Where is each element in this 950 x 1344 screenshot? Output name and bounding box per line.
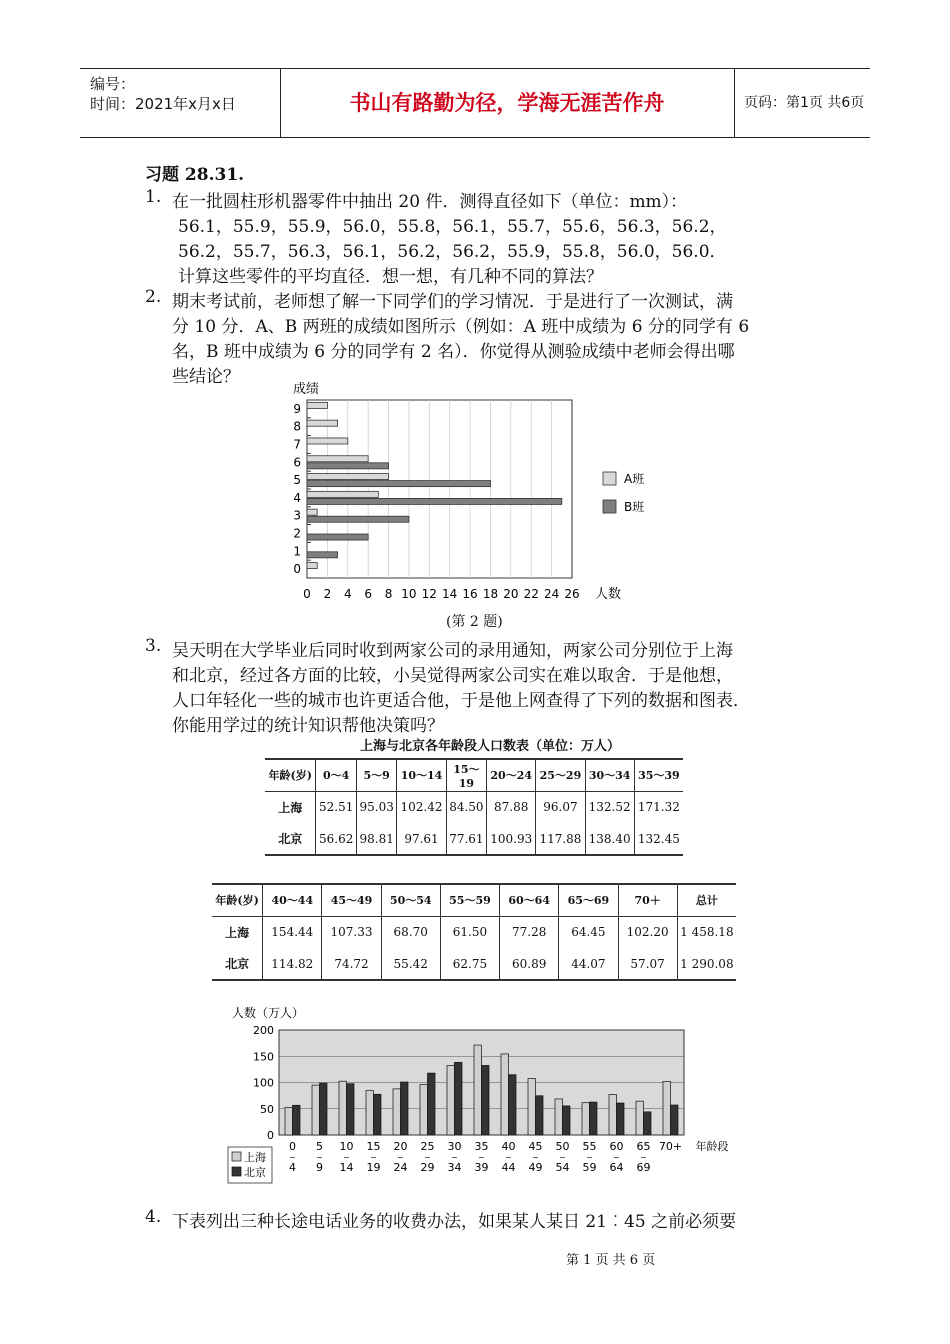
table1-header-cell: 0～4 — [316, 759, 356, 791]
q3-line4: 你能用学过的统计知识帮他决策吗？ — [172, 716, 444, 736]
x-tick-tilde: ~ — [289, 1153, 296, 1162]
table1-cell: 132.45 — [637, 831, 680, 846]
table1-header-cell: 10～14 — [397, 759, 446, 791]
bar-上海-20～24 — [393, 1089, 401, 1135]
table2-cell: 61.50 — [440, 916, 499, 948]
table1-row-label: 北京 — [265, 823, 316, 855]
x-tick-label-end: 19 — [366, 1161, 381, 1174]
table2-header-cell: 45～49 — [322, 884, 381, 916]
q2-caption: (第 2 题) — [446, 614, 503, 630]
table1-header-cell: 5～9 — [356, 759, 396, 791]
table2-cell: 1 290.08 — [680, 956, 734, 971]
plot-area — [307, 400, 572, 578]
bar-北京-15～19 — [374, 1094, 382, 1135]
x-tick-label-end: 14 — [339, 1161, 354, 1174]
bar-北京-20～24 — [401, 1082, 409, 1135]
bar-北京-55～59 — [590, 1102, 598, 1135]
y-tick-label: 8 — [293, 419, 301, 434]
q1-line3: 56.2，55.7，56.3，56.1，56.2，56.2，55.9，55.8，56.0，56.0． — [178, 242, 727, 262]
y-tick-label: 2 — [293, 526, 301, 541]
x-tick-label: 4 — [343, 587, 352, 601]
y-tick-label: 200 — [253, 1024, 274, 1037]
table1-title: 上海与北京各年龄段人口数表（单位：万人） — [360, 739, 621, 754]
table1-cell: 87.88 — [487, 791, 536, 823]
bar-上海-0～4 — [285, 1107, 293, 1135]
y-axis-title: 人数（万人） — [232, 1006, 305, 1020]
table2-header-cell: 50～54 — [381, 884, 440, 916]
q2-line4: 些结论？ — [172, 367, 240, 387]
table2-header-cell: 40～44 — [263, 884, 322, 916]
table2-cell: 102.20 — [618, 916, 677, 948]
table1-header-cell: 年龄(岁) — [265, 759, 316, 791]
y-tick-label: 4 — [293, 490, 301, 505]
y-tick-label: 0 — [267, 1129, 274, 1142]
table2-cell: 107.33 — [322, 916, 381, 948]
legend-swatch-北京 — [232, 1167, 241, 1176]
bar-A班-7 — [307, 438, 348, 444]
x-tick-label: 18 — [482, 587, 499, 601]
y-tick-label: 0 — [293, 562, 301, 577]
q2-line2: 分 10 分．A、B 两班的成绩如图所示（例如：A 班中成绩为 6 分的同学有 6 — [172, 317, 750, 337]
x-tick-label-end: 39 — [474, 1161, 489, 1174]
population-bar-chart — [225, 1002, 735, 1187]
q1-line2: 56.1，55.9，55.9，56.0，55.8，56.1，55.7，55.6，56.3，56.2， — [178, 217, 727, 237]
page-indicator: 页码：第1页 共6页 — [744, 95, 865, 111]
bar-A班-8 — [307, 420, 338, 426]
x-tick-label-end: 44 — [501, 1161, 516, 1174]
x-tick-label-start: 25 — [420, 1140, 435, 1153]
bar-B班-3 — [307, 516, 409, 522]
x-tick-label: 20 — [503, 587, 519, 601]
bar-上海-60～64 — [609, 1094, 617, 1135]
table2-cell: 68.70 — [381, 916, 440, 948]
x-tick-label: 6 — [364, 587, 372, 601]
table1-cell: 117.88 — [536, 823, 585, 855]
x-tick-label-start: 10 — [339, 1140, 354, 1153]
x-tick-tilde: ~ — [424, 1153, 431, 1162]
bar-A班-3 — [307, 509, 317, 515]
x-tick-label-start: 55 — [582, 1140, 597, 1153]
table2-row-label: 北京 — [212, 948, 263, 980]
bar-北京-40～44 — [509, 1075, 517, 1135]
table1-cell: 96.07 — [536, 791, 585, 823]
bar-上海-45～49 — [528, 1079, 536, 1135]
q4-line1: 下表列出三种长途电话业务的收费办法，如果某人某日 21︰45 之前必须要 — [172, 1212, 737, 1232]
x-tick-label-start: 65 — [636, 1140, 651, 1153]
bar-B班-4 — [307, 498, 562, 504]
q1-line1: 在一批圆柱形机器零件中抽出 20 件．测得直径如下（单位：mm）： — [172, 192, 688, 212]
population-table-1 — [265, 758, 683, 856]
y-tick-label: 5 — [293, 473, 301, 488]
table2-header-cell: 总计 — [695, 894, 718, 908]
bar-上海-25～29 — [420, 1085, 428, 1135]
table2-cell: 60.89 — [500, 948, 559, 980]
table2-row — [212, 916, 736, 948]
x-tick-label: 14 — [442, 587, 458, 601]
table1-cell: 100.93 — [487, 823, 536, 855]
table1-cell: 84.50 — [446, 791, 486, 823]
x-tick-label-start: 0 — [289, 1140, 296, 1153]
q3-number: 3. — [145, 636, 162, 656]
population-table-2 — [212, 883, 736, 981]
table1-header-cell: 15～19 — [446, 759, 486, 791]
x-tick-tilde: ~ — [532, 1153, 539, 1162]
q2-number: 2. — [145, 287, 162, 307]
bar-北京-45～49 — [536, 1096, 544, 1135]
x-tick-label-end: 69 — [636, 1161, 651, 1174]
x-tick-label-end: 4 — [289, 1161, 296, 1174]
x-tick-label: 0 — [303, 587, 311, 601]
x-tick-label-start: 45 — [528, 1140, 543, 1153]
legend-swatch-B班 — [603, 500, 616, 513]
bar-上海-30～34 — [447, 1065, 455, 1135]
y-tick-label: 9 — [293, 401, 301, 416]
bar-A班-6 — [307, 456, 368, 462]
table2-cell: 154.44 — [263, 916, 322, 948]
bar-上海-10～14 — [339, 1081, 347, 1135]
bar-北京-30～34 — [455, 1062, 463, 1135]
x-tick-label-start: 70+ — [658, 1140, 683, 1153]
x-axis-title: 年龄段 — [695, 1140, 729, 1153]
bar-上海-40～44 — [501, 1054, 509, 1135]
x-tick-label-end: 24 — [393, 1161, 408, 1174]
y-tick-label: 6 — [293, 455, 301, 470]
bar-北京-50～54 — [563, 1106, 571, 1135]
q3-line3: 人口年轻化一些的城市也许更适合他，于是他上网查得了下列的数据和图表． — [172, 691, 750, 711]
x-tick-tilde: ~ — [559, 1153, 566, 1162]
y-tick-label: 7 — [293, 437, 301, 452]
y-axis-title: 成绩 — [292, 382, 320, 397]
y-tick-label: 100 — [253, 1076, 274, 1090]
table1-cell: 98.81 — [356, 823, 396, 855]
x-tick-label-end: 34 — [447, 1161, 462, 1174]
x-tick-label-start: 40 — [501, 1140, 516, 1153]
id-label: 编号： — [90, 75, 136, 93]
bar-B班-6 — [307, 463, 389, 469]
x-tick-label: 26 — [564, 587, 580, 601]
x-tick-label: 22 — [523, 587, 539, 601]
x-tick-label: 8 — [384, 587, 393, 601]
table1-cell: 56.62 — [316, 823, 356, 855]
x-tick-label-end: 29 — [420, 1161, 435, 1174]
q4-number: 4. — [145, 1207, 162, 1227]
bar-北京-0～4 — [293, 1105, 301, 1135]
table1-header-row — [265, 759, 683, 791]
bar-上海-5～9 — [312, 1085, 320, 1135]
x-tick-label-end: 54 — [555, 1161, 570, 1174]
x-tick-tilde: ~ — [316, 1153, 323, 1162]
bar-北京-25～29 — [428, 1073, 436, 1135]
x-tick-label: 24 — [543, 587, 560, 601]
bar-北京-65～69 — [644, 1112, 652, 1135]
q2-line1: 期末考试前，老师想了解一下同学们的学习情况．于是进行了一次测试，满 — [172, 292, 733, 312]
bar-上海-65～69 — [636, 1101, 644, 1135]
bar-北京-60～64 — [617, 1103, 625, 1135]
bar-上海-70+ — [663, 1081, 671, 1135]
q2-line3: 名，B 班中成绩为 6 分的同学有 2 名）．你觉得从测验成绩中老师会得出哪 — [172, 342, 735, 362]
y-tick-label: 3 — [293, 508, 301, 523]
q1-line4: 计算这些零件的平均直径．想一想，有几种不同的算法？ — [178, 267, 603, 287]
table1-cell: 95.03 — [356, 791, 396, 823]
table1-header-cell: 25～29 — [536, 759, 585, 791]
x-tick-tilde: ~ — [505, 1153, 512, 1162]
table2-cell: 74.72 — [322, 948, 381, 980]
bar-A班-9 — [307, 402, 327, 408]
page-footer: 第 1 页 共 6 页 — [566, 1253, 656, 1268]
bar-A班-5 — [307, 474, 389, 480]
q3-line2: 和北京，经过各方面的比较，小吴觉得两家公司实在难以取舍．于是他想， — [172, 666, 733, 686]
bar-A班-0 — [307, 563, 317, 569]
table2-cell: 64.45 — [559, 916, 618, 948]
legend-label: B班 — [624, 500, 645, 514]
x-tick-tilde: ~ — [640, 1153, 647, 1162]
header-meta — [80, 69, 281, 137]
x-tick-label-start: 15 — [366, 1140, 381, 1153]
table1-cell: 171.32 — [637, 800, 680, 815]
table2-cell: 57.07 — [618, 948, 677, 980]
x-tick-tilde: ~ — [478, 1153, 485, 1162]
x-tick-tilde: ~ — [370, 1153, 377, 1162]
bar-上海-55～59 — [582, 1103, 590, 1135]
x-tick-label-start: 5 — [316, 1140, 323, 1153]
motto: 书山有路勤为径，学海无涯苦作舟 — [280, 69, 735, 137]
x-tick-label-start: 50 — [555, 1140, 570, 1153]
x-tick-tilde: ~ — [586, 1153, 593, 1162]
x-tick-label: 2 — [323, 587, 332, 601]
x-tick-label: 10 — [401, 587, 417, 601]
table1-row — [265, 823, 683, 855]
x-axis-title: 人数 — [594, 587, 622, 602]
legend-label: 上海 — [244, 1151, 266, 1164]
table1-row-label: 上海 — [265, 791, 316, 823]
bar-北京-5～9 — [320, 1083, 328, 1135]
table2-header-cell: 65～69 — [559, 884, 618, 916]
x-tick-label-end: 59 — [582, 1161, 597, 1174]
table2-header-cell: 60～64 — [500, 884, 559, 916]
table2-header-cell: 年龄(岁) — [212, 884, 263, 916]
table2-row-label: 上海 — [212, 916, 263, 948]
table1-cell: 77.61 — [446, 823, 486, 855]
bar-B班-2 — [307, 534, 368, 540]
table1-row — [265, 791, 683, 823]
bar-北京-10～14 — [347, 1084, 355, 1135]
table2-header-row — [212, 884, 736, 916]
q3-line1: 吴天明在大学毕业后同时收到两家公司的录用通知，两家公司分别位于上海 — [172, 641, 733, 661]
table2-header-cell: 70＋ — [618, 884, 677, 916]
x-tick-label-start: 35 — [474, 1140, 489, 1153]
table1-cell: 138.40 — [585, 823, 634, 855]
table1-cell: 102.42 — [397, 791, 446, 823]
q1-number: 1. — [145, 187, 162, 207]
y-tick-label: 1 — [293, 544, 301, 559]
table1-header-cell: 30～34 — [585, 759, 634, 791]
page-header — [80, 68, 870, 138]
x-tick-tilde: ~ — [451, 1153, 458, 1162]
exercise-title: 习题 28.31. — [145, 165, 245, 185]
x-tick-label: 16 — [462, 587, 478, 601]
table2-header-cell: 55～59 — [440, 884, 499, 916]
table1-header-cell: 20～24 — [487, 759, 536, 791]
legend-swatch-A班 — [603, 472, 616, 485]
table2-cell: 1 458.18 — [680, 925, 734, 940]
bar-A班-4 — [307, 491, 378, 497]
table2-cell: 44.07 — [559, 948, 618, 980]
table2-cell: 62.75 — [440, 948, 499, 980]
x-tick-label-start: 20 — [393, 1140, 408, 1153]
table2-row — [212, 948, 736, 980]
bar-B班-5 — [307, 481, 490, 487]
table2-cell: 114.82 — [263, 948, 322, 980]
y-tick-label: 150 — [253, 1050, 274, 1064]
x-tick-label-start: 30 — [447, 1140, 462, 1153]
bar-北京-70+ — [671, 1105, 679, 1135]
x-tick-tilde: ~ — [343, 1153, 350, 1162]
x-tick-label-start: 60 — [609, 1140, 624, 1153]
x-tick-label-end: 9 — [316, 1161, 323, 1174]
legend-swatch-上海 — [232, 1152, 241, 1161]
bar-上海-35～39 — [474, 1045, 482, 1135]
x-tick-tilde: ~ — [613, 1153, 620, 1162]
table2-cell: 77.28 — [500, 916, 559, 948]
table2-cell: 55.42 — [381, 948, 440, 980]
x-tick-label-end: 64 — [609, 1161, 624, 1174]
bar-上海-50～54 — [555, 1099, 563, 1135]
x-tick-tilde: ~ — [397, 1153, 404, 1162]
table1-cell: 97.61 — [397, 823, 446, 855]
legend-label: A班 — [624, 472, 645, 486]
table1-header-cell: 35～39 — [638, 769, 680, 783]
score-bar-chart — [280, 378, 645, 608]
bar-B班-1 — [307, 552, 338, 558]
table1-cell: 52.51 — [316, 791, 356, 823]
table1-cell: 132.52 — [585, 791, 634, 823]
legend-label: 北京 — [244, 1166, 266, 1179]
date-label: 时间：2021年x月x日 — [90, 95, 236, 113]
bar-北京-35～39 — [482, 1065, 490, 1135]
bar-上海-15～19 — [366, 1091, 374, 1135]
y-tick-label: 50 — [260, 1102, 274, 1116]
x-tick-label: 12 — [421, 587, 437, 601]
x-tick-label-end: 49 — [528, 1161, 543, 1174]
